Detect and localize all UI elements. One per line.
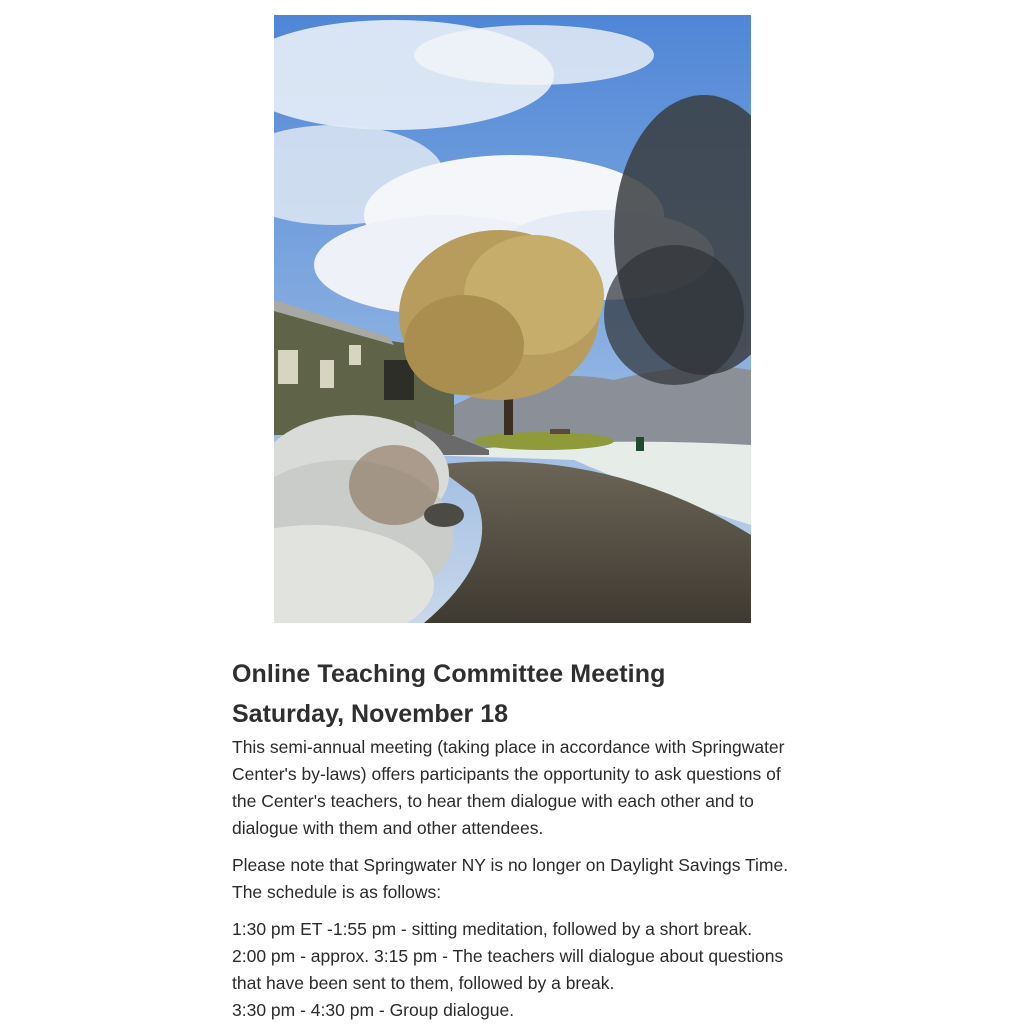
page-title: Online Teaching Committee Meeting: [232, 660, 666, 688]
event-date: Saturday, November 18: [232, 700, 509, 728]
intro-paragraph: This semi-annual meeting (taking place in accordance with Springwater Center's by-laws) offers participants the opportunity to ask questions of the Center's teachers, to hear them dialogue with each other and to dialogue with them and other attendees.: [232, 737, 785, 838]
note-paragraph: Please note that Springwater NY is no longer on Daylight Savings Time. The schedule is as follows:: [232, 855, 789, 902]
hero-image: [274, 15, 751, 623]
schedule-item: 1:30 pm ET -1:55 pm - sitting meditation, followed by a short break.: [232, 919, 753, 939]
schedule-item: 3:30 pm - 4:30 pm - Group dialogue.: [232, 1000, 515, 1020]
schedule-item: 2:00 pm - approx. 3:15 pm - The teachers will dialogue about questions that have been sent to them, followed by a break.: [232, 946, 784, 993]
schedule-list: [232, 916, 792, 1024]
article: [232, 654, 792, 1024]
hero-photo: [274, 15, 751, 623]
